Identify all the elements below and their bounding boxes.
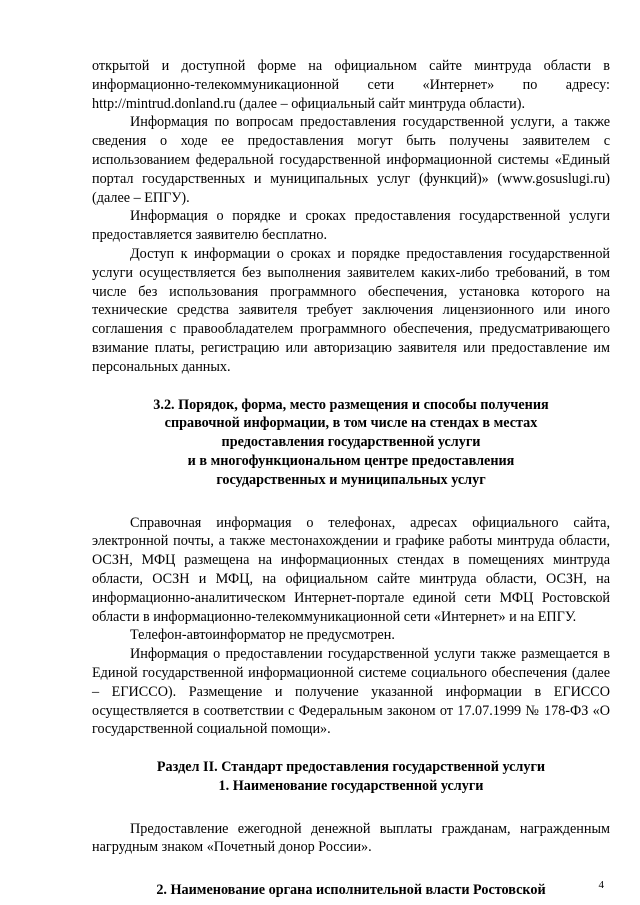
- document-body: [92, 57, 610, 900]
- heading-line: и в многофункциональном центре предоставления: [187, 452, 515, 469]
- paragraph-autoinformer: Телефон-автоинформатор не предусмотрен.: [130, 627, 395, 644]
- section-heading-3-2: [92, 396, 610, 490]
- section-2-heading: Раздел II. Стандарт предоставления государственной услуги: [156, 759, 546, 776]
- paragraph-free-info: Информация о порядке и сроках предоставления государственной услуги предоставляется заявителю бесплатно.: [92, 208, 610, 244]
- heading-line: справочной информации, в том числе на стендах в местах: [164, 415, 538, 432]
- paragraph-official-site: открытой и доступной форме на официальном сайте минтруда области в информационно-телекоммуникационной сети «Интернет» по адресу: http://mintrud.donland.ru (далее – официальный сайт минтруда области).: [92, 58, 610, 112]
- heading-line: предоставления государственной услуги: [221, 434, 481, 451]
- page-number: 4: [598, 879, 604, 891]
- subheading-authority-name: 2. Наименование органа исполнительной власти Ростовской: [156, 882, 546, 899]
- paragraph-reference-info: Справочная информация о телефонах, адресах официального сайта, электронной почты, а также местонахождении и графике работы минтруда области, ОСЗН, МФЦ размещена на информационных стендах в помещениях минтруда области, ОСЗН и МФЦ, на официальном сайте минтруда области, ОСЗН, на информационно-аналитическом Интернет-портале единой сети МФЦ Ростовской области в информационно-телекоммуникационной сети «Интернет» и на ЕПГУ.: [92, 514, 610, 625]
- paragraph-service-name: Предоставление ежегодной денежной выплаты гражданам, награжденным нагрудным знаком «Почетный донор России».: [92, 820, 610, 856]
- paragraph-egisso: Информация о предоставлении государственной услуги также размещается в Единой государственной информационной системе социального обеспечения (далее – ЕГИССО). Размещение и получение указанной информации в ЕГИССО осуществляется в соответствии с Федеральным законом от 17.07.1999 № 178-ФЗ «О государственной социальной помощи».: [92, 646, 610, 738]
- paragraph-access-info: Доступ к информации о сроках и порядке предоставления государственной услуги осуществляется без выполнения заявителем каких-либо требований, в том числе без использования программного обеспечения, установка которого на технические средства заявителя требует заключения лицензионного или иного соглашения с правообладателем программного обеспечения, предусматривающего взимание платы, регистрацию или авторизацию заявителя или предоставление им персональных данных.: [92, 245, 610, 375]
- subheading-service-name: 1. Наименование государственной услуги: [218, 777, 484, 794]
- heading-line: государственных и муниципальных услуг: [216, 471, 486, 488]
- heading-line: 3.2. Порядок, форма, место размещения и способы получения: [153, 396, 549, 413]
- paragraph-epgu-info: Информация по вопросам предоставления государственной услуги, а также сведения о ходе ее предоставления могут быть получены заявителем с использованием федеральной государственной информационной системы «Единый портал государственных и муниципальных услуг (функций)» (www.gosuslugi.ru) (далее – ЕПГУ).: [92, 114, 610, 206]
